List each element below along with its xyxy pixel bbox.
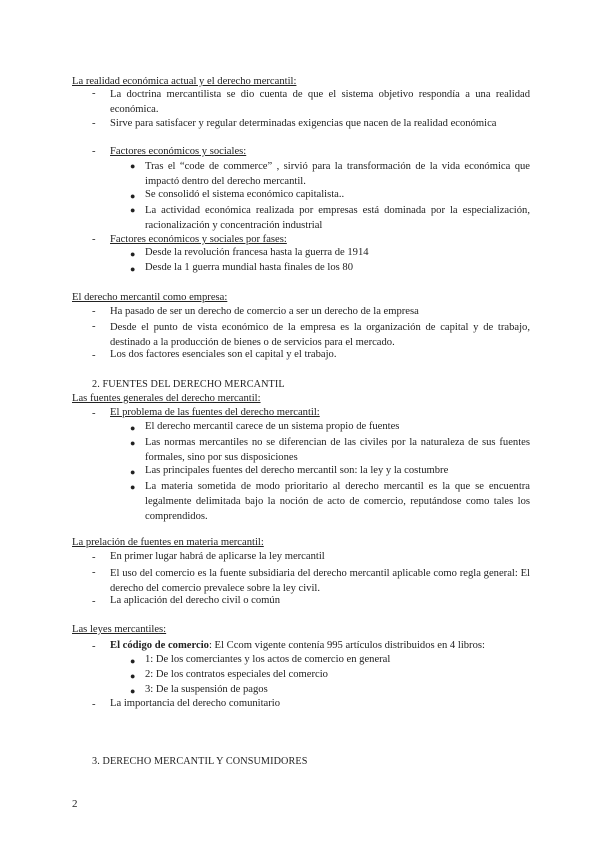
list-item: La doctrina mercantilista se dio cuenta de que el sistema objetivo respondía a una realidad económica.: [110, 89, 530, 115]
section-title-fuentes: 2. FUENTES DEL DERECHO MERCANTIL: [92, 379, 285, 390]
heading-realidad-economica: La realidad económica actual y el derecho mercantil:: [72, 76, 297, 87]
list-item: 1: De los comerciantes y los actos de comercio en general: [145, 654, 391, 665]
list-item: En primer lugar habrá de aplicarse la ley mercantil: [110, 551, 325, 562]
dash-marker: -: [92, 306, 96, 317]
dash-marker: -: [92, 321, 96, 332]
list-item: Desde la revolución francesa hasta la guerra de 1914: [145, 247, 369, 258]
codigo-rest: : El Ccom vigente contenía 995 artículos distribuidos en 4 libros:: [208, 640, 485, 651]
bullet-marker: ●: [130, 671, 136, 681]
list-item: Ha pasado de ser un derecho de comercio a ser un derecho de la empresa: [110, 306, 419, 317]
dash-marker: -: [92, 552, 96, 563]
page-number: 2: [72, 798, 78, 810]
dash-marker: -: [92, 234, 96, 245]
dash-marker: -: [92, 88, 96, 99]
sub-heading-factores: Factores económicos y sociales:: [110, 146, 247, 157]
bullet-marker: ●: [130, 438, 136, 448]
list-item: El derecho mercantil carece de un sistema propio de fuentes: [145, 421, 400, 432]
list-item: Se consolidó el sistema económico capitalista..: [145, 189, 345, 200]
list-item-codigo: [110, 640, 530, 651]
dash-marker: -: [92, 641, 96, 652]
codigo-bold: El código de comercio: [110, 640, 209, 651]
list-item: El uso del comercio es la fuente subsidiaria del derecho mercantil aplicable como regla general: El derecho del comercio prevalece sobre la ley civil.: [110, 568, 530, 594]
list-item: La actividad económica realizada por empresas está dominada por la especialización, racionalización y concentración industrial: [145, 205, 530, 231]
bullet-marker: ●: [130, 205, 136, 215]
dash-marker: -: [92, 350, 96, 361]
dash-marker: -: [92, 596, 96, 607]
list-item: Las normas mercantiles no se diferencian de las civiles por la naturaleza de sus fuentes formales, sino por sus disposiciones: [145, 437, 530, 463]
bullet-marker: ●: [130, 686, 136, 696]
list-item: Los dos factores esenciales son el capital y el trabajo.: [110, 349, 337, 360]
list-item: La aplicación del derecho civil o común: [110, 595, 281, 606]
section-title-consumidores: 3. DERECHO MERCANTIL Y CONSUMIDORES: [92, 756, 308, 767]
bullet-marker: ●: [130, 249, 136, 259]
list-item: Desde el punto de vista económico de la empresa es la organización de capital y de trabajo, destinado a la producción de bienes o de servicios para el mercado.: [110, 322, 530, 348]
dash-marker: -: [92, 408, 96, 419]
list-item: La importancia del derecho comunitario: [110, 698, 281, 709]
heading-leyes-mercantiles: Las leyes mercantiles:: [72, 624, 167, 635]
list-item: 2: De los contratos especiales del comercio: [145, 669, 328, 680]
list-item: La materia sometida de modo prioritario al derecho mercantil es la que se encuentra legalmente delimitada bajo la noción de acto de comercio, reputándose como tales los comprendidos.: [145, 481, 530, 522]
heading-fuentes-generales: Las fuentes generales del derecho mercantil:: [72, 393, 261, 404]
list-item: Desde la 1 guerra mundial hasta finales de los 80: [145, 262, 353, 273]
dash-marker: -: [92, 567, 96, 578]
dash-marker: -: [92, 118, 96, 129]
bullet-marker: ●: [130, 482, 136, 492]
bullet-marker: ●: [130, 467, 136, 477]
dash-marker: -: [92, 146, 96, 157]
list-item: Sirve para satisfacer y regular determinadas exigencias que nacen de la realidad económica: [110, 118, 497, 129]
bullet-marker: ●: [130, 191, 136, 201]
bullet-marker: ●: [130, 423, 136, 433]
sub-heading-fases: Factores económicos y sociales por fases:: [110, 234, 287, 245]
sub-heading-problema: El problema de las fuentes del derecho mercantil:: [110, 407, 320, 418]
heading-derecho-empresa: El derecho mercantil como empresa:: [72, 292, 228, 303]
bullet-marker: ●: [130, 264, 136, 274]
bullet-marker: ●: [130, 656, 136, 666]
list-item: 3: De la suspensión de pagos: [145, 684, 268, 695]
list-item: Las principales fuentes del derecho mercantil son: la ley y la costumbre: [145, 465, 449, 476]
list-item: Tras el “code de commerce” , sirvió para la transformación de la vida económica que impactó dentro del derecho mercantil.: [145, 161, 530, 187]
heading-prelacion: La prelación de fuentes en materia mercantil:: [72, 537, 264, 548]
dash-marker: -: [92, 699, 96, 710]
bullet-marker: ●: [130, 161, 136, 171]
